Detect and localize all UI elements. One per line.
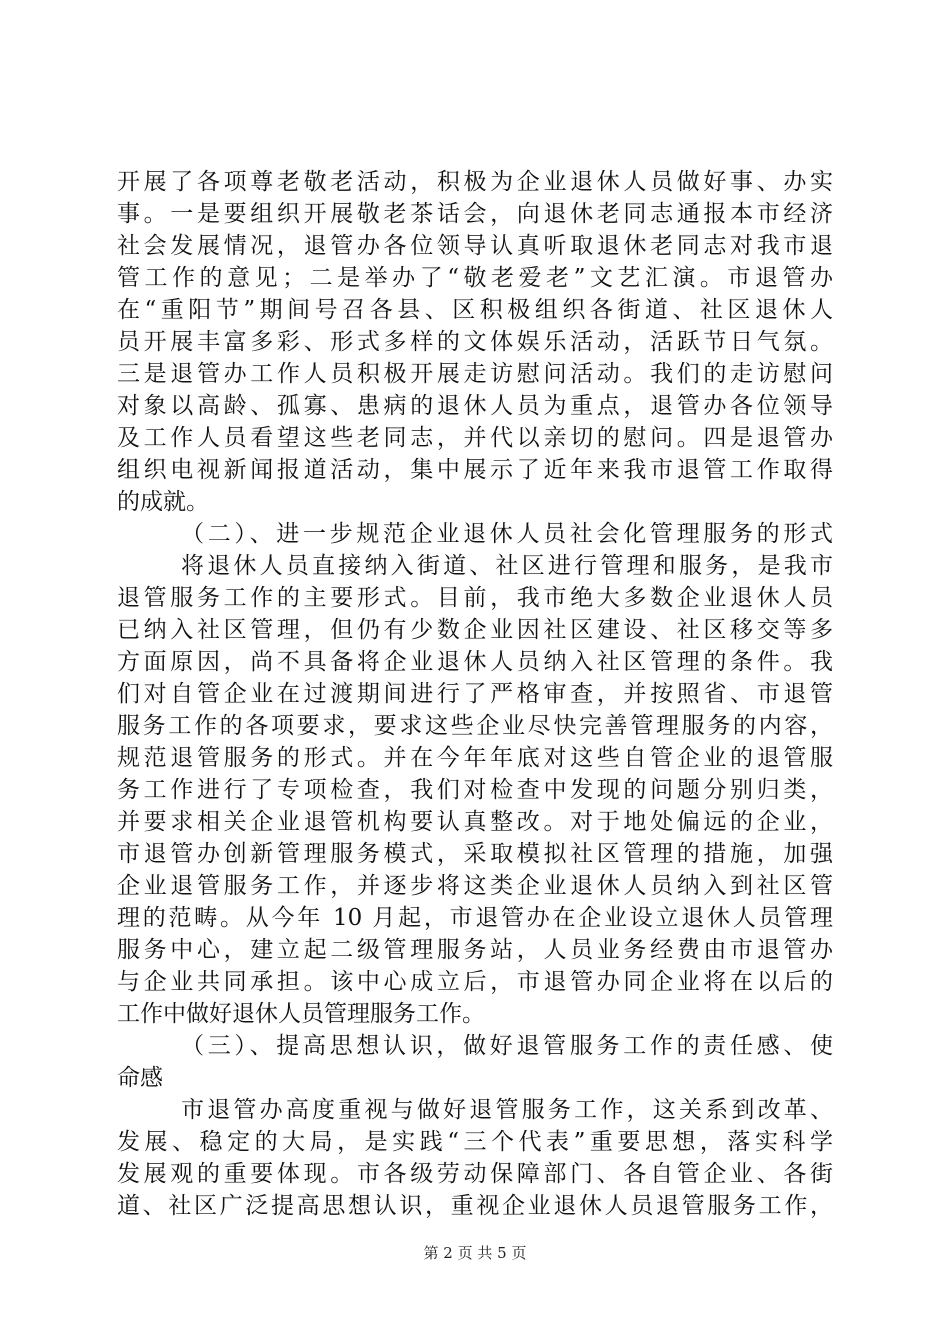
text-line: 企业退管服务工作，并逐步将这类企业退休人员纳入到社区管 <box>117 873 833 899</box>
text-line: 发展、稳定的大局，是实践“三个代表”重要思想，落实科学 <box>117 1129 833 1155</box>
paragraph-first-line: 将退休人员直接纳入街道、社区进行管理和服务，是我市 <box>181 553 833 579</box>
text-line: 及工作人员看望这些老同志，并代以亲切的慰问。四是退管办 <box>117 425 833 451</box>
text-line: 理的范畴。从今年 10 月起，市退管办在企业设立退休人员管理 <box>117 905 833 931</box>
text-line: 员开展丰富多彩、形式多样的文体娱乐活动，活跃节日气氛。 <box>117 329 833 355</box>
text-line: 事。一是要组织开展敬老茶话会，向退休老同志通报本市经济 <box>117 201 833 227</box>
page-number: 第 2 页 共 5 页 <box>423 1244 527 1262</box>
text-line: 方面原因，尚不具备将企业退休人员纳入社区管理的条件。我 <box>117 649 833 675</box>
text-line: 社会发展情况，退管办各位领导认真听取退休老同志对我市退 <box>117 233 833 259</box>
text-line: 道、社区广泛提高思想认识，重视企业退休人员退管服务工作， <box>117 1193 833 1219</box>
text-line: 务工作进行了专项检查，我们对检查中发现的问题分别归类， <box>117 777 833 803</box>
paragraph-first-line: 市退管办高度重视与做好退管服务工作，这关系到改革、 <box>181 1097 833 1123</box>
section-heading-2: （二）、进一步规范企业退休人员社会化管理服务的形式 <box>181 521 833 547</box>
text-line: 规范退管服务的形式。并在今年年底对这些自管企业的退管服 <box>117 745 833 771</box>
text-line: 服务中心，建立起二级管理服务站，人员业务经费由市退管办 <box>117 937 833 963</box>
text-line: 发展观的重要体现。市各级劳动保障部门、各自管企业、各街 <box>117 1161 833 1187</box>
text-line: 三是退管办工作人员积极开展走访慰问活动。我们的走访慰问 <box>117 361 833 387</box>
text-line: 市退管办创新管理服务模式，采取模拟社区管理的措施，加强 <box>117 841 833 867</box>
text-line: 组织电视新闻报道活动，集中展示了近年来我市退管工作取得 <box>117 457 833 483</box>
text-line: 服务工作的各项要求，要求这些企业尽快完善管理服务的内容， <box>117 713 833 739</box>
text-line: 的成就。 <box>117 489 209 515</box>
text-line: 与企业共同承担。该中心成立后，市退管办同企业将在以后的 <box>117 969 833 995</box>
text-line: 已纳入社区管理，但仍有少数企业因社区建设、社区移交等多 <box>117 617 833 643</box>
text-line: 并要求相关企业退管机构要认真整改。对于地处偏远的企业， <box>117 809 833 835</box>
text-line: 管工作的意见；二是举办了“敬老爱老”文艺汇演。市退管办 <box>117 265 833 291</box>
text-line: 工作中做好退休人员管理服务工作。 <box>117 1001 485 1027</box>
section-heading-3-continued: 命感 <box>117 1065 163 1091</box>
text-line: 们对自管企业在过渡期间进行了严格审查，并按照省、市退管 <box>117 681 833 707</box>
section-heading-3: （三）、提高思想认识，做好退管服务工作的责任感、使 <box>181 1033 833 1059</box>
document-body <box>117 166 833 1222</box>
text-line: 在“重阳节”期间号召各县、区积极组织各街道、社区退休人 <box>117 297 833 323</box>
text-line: 对象以高龄、孤寡、患病的退休人员为重点，退管办各位领导 <box>117 393 833 419</box>
text-line: 退管服务工作的主要形式。目前，我市绝大多数企业退休人员 <box>117 585 833 611</box>
text-line: 开展了各项尊老敬老活动，积极为企业退休人员做好事、办实 <box>117 169 833 195</box>
